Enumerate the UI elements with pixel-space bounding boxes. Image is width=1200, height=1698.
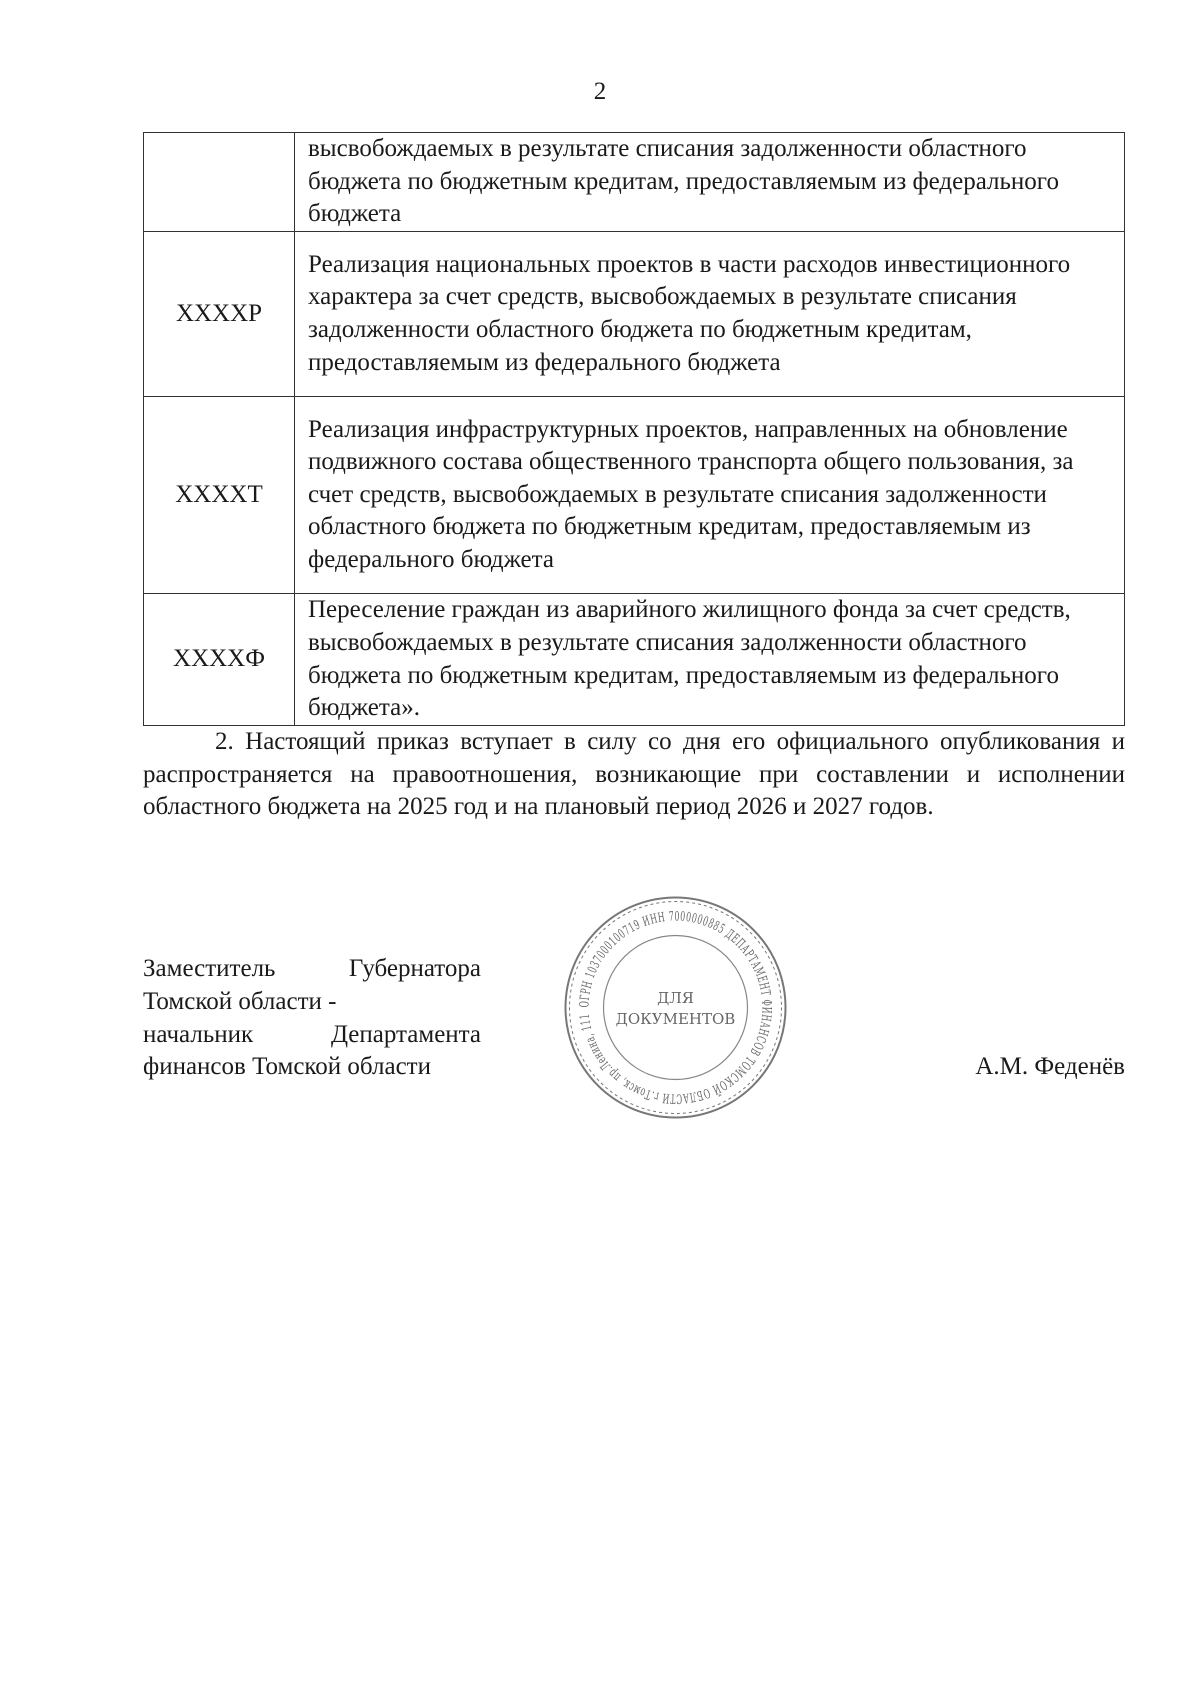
- signatory-title-line: финансов Томской области: [143, 1053, 431, 1081]
- paragraph-effective-date: 2. Настоящий приказ вступает в силу со дня его официального опубликования и распространяется на правоотношения, возникающие при составлении и исполнении областного бюджета на 2025 год и на плановый период 2026 и 2027 годов.: [143, 728, 1125, 821]
- table-cell-code: XXXXP: [144, 232, 295, 397]
- signatory-title-line: Томской области -: [143, 987, 337, 1015]
- table-cell-description: Переселение граждан из аварийного жилищного фонда за счет средств, высвобождаемых в результате списания задолженности областного бюджета по бюджетным кредитам, предоставляемым из федерального бюджета».: [295, 594, 1125, 726]
- table-cell-code: [144, 133, 295, 232]
- table-row: [144, 594, 1125, 726]
- table-row: [144, 133, 1125, 232]
- code-table: [143, 132, 1125, 726]
- table-cell-description: высвобождаемых в результате списания задолженности областного бюджета по бюджетным кредитам, предоставляемым из федерального бюджета: [295, 133, 1125, 232]
- official-stamp: [563, 895, 788, 1120]
- signatory-title: [143, 953, 481, 1084]
- table-cell-code: XXXXФ: [144, 594, 295, 726]
- stamp-center-line: ДОКУМЕНТОВ: [615, 1010, 736, 1028]
- stamp-outer-text: ОГРН 1037000100719 ИНН 7000000885 ДЕПАРТАМЕНТ ФИНАНСОВ ТОМСКОЙ ОБЛАСТИ г.Томск, пр.Ленина, 111: [577, 909, 774, 1106]
- table-row: [144, 397, 1125, 594]
- signer-name: А.М. Феденёв: [975, 1053, 1125, 1080]
- table-cell-description: Реализация национальных проектов в части расходов инвестиционного характера за счет средств, высвобождаемых в результате списания задолженности областного бюджета по бюджетным кредитам, предоставляемым из федерального бюджета: [295, 232, 1125, 397]
- table-row: [144, 232, 1125, 397]
- page-number: 2: [593, 78, 607, 105]
- table-cell-code: XXXXT: [144, 397, 295, 594]
- signatory-title-line: Заместитель Губернатора: [143, 955, 481, 982]
- signatory-title-line: начальник Департамента: [143, 1020, 481, 1048]
- stamp-center-line: ДЛЯ: [657, 989, 694, 1007]
- table-cell-description: Реализация инфраструктурных проектов, направленных на обновление подвижного состава общественного транспорта общего пользования, за счет средств, высвобождаемых в результате списания задолженности областного бюджета по бюджетным кредитам, предоставляемым из федерального бюджета: [295, 397, 1125, 594]
